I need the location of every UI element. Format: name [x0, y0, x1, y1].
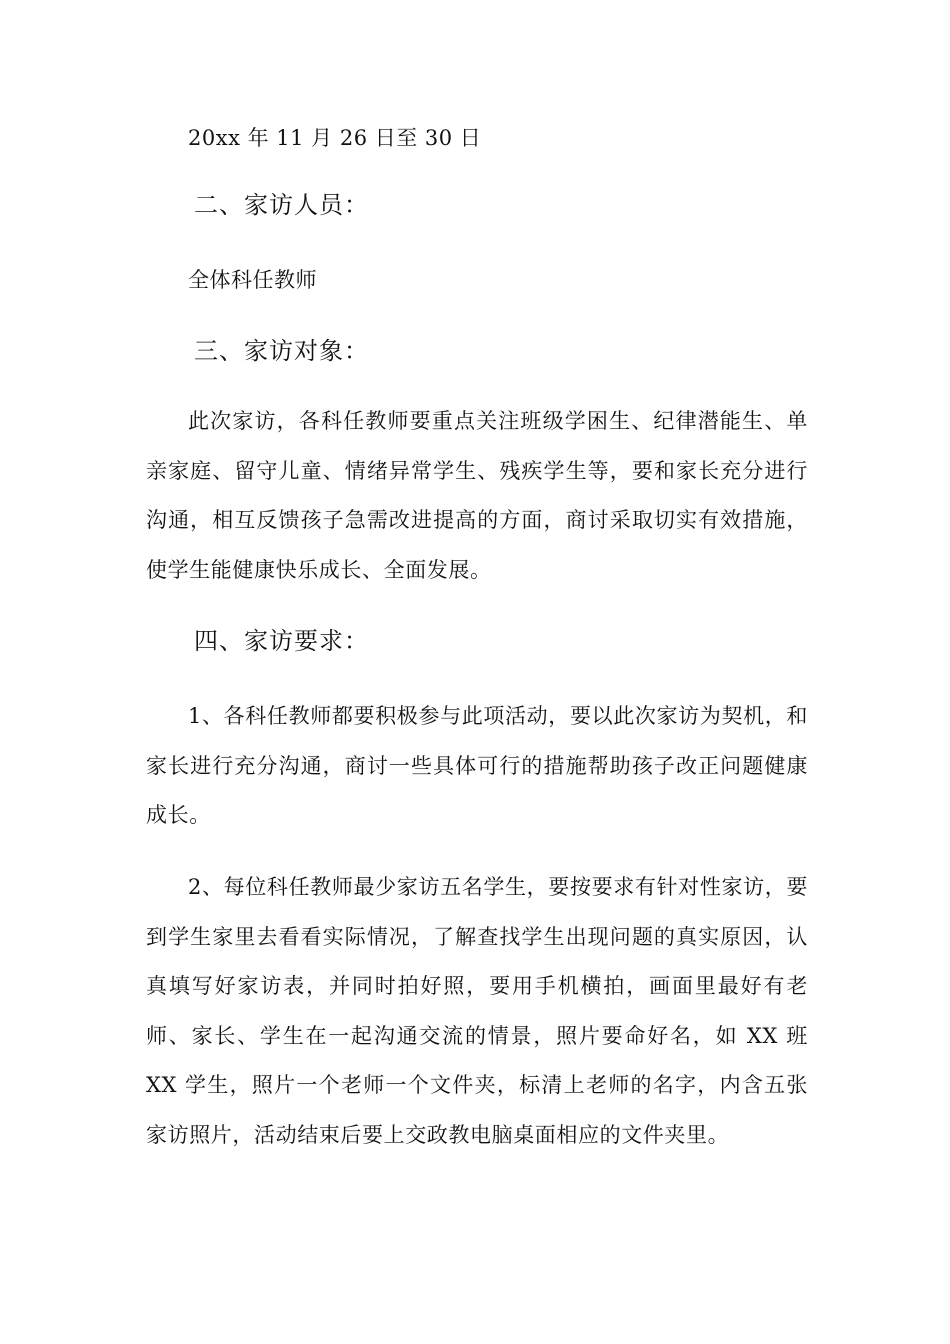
personnel-text: 全体科任教师: [188, 268, 317, 292]
requirement-2-paragraph: 2、每位科任教师最少家访五名学生，要按要求有针对性家访，要到学生家里去看看实际情况，了解查找学生出现问题的真实原因，认真填写好家访表，并同时拍好照，要用手机横拍，画面里最好有老师、家长、学生在一起沟通交流的情景，照片要命好名，如 XX 班 XX 学生，照片一个老师一个文件夹，标清上老师的名字，内含五张家访照片，活动结束后要上交政教电脑桌面相应的文件夹里。: [146, 875, 808, 1147]
targets-paragraph: 此次家访，各科任教师要重点关注班级学困生、纪律潜能生、单亲家庭、留守儿童、情绪异常学生、残疾学生等，要和家长充分进行沟通，相互反馈孩子急需改进提高的方面，商讨采取切实有效措施，使学生能健康快乐成长、全面发展。: [146, 409, 808, 582]
section-heading-personnel: 二、家访人员：: [194, 191, 369, 219]
date-line: 20xx 年 11 月 26 日至 30 日: [188, 126, 482, 150]
requirement-1-paragraph: 1、各科任教师都要积极参与此项活动，要以此次家访为契机，和家长进行充分沟通，商讨一些具体可行的措施帮助孩子改正问题健康成长。: [146, 704, 808, 827]
section-heading-requirements: 四、家访要求：: [194, 627, 369, 655]
section-heading-targets: 三、家访对象：: [194, 337, 369, 365]
